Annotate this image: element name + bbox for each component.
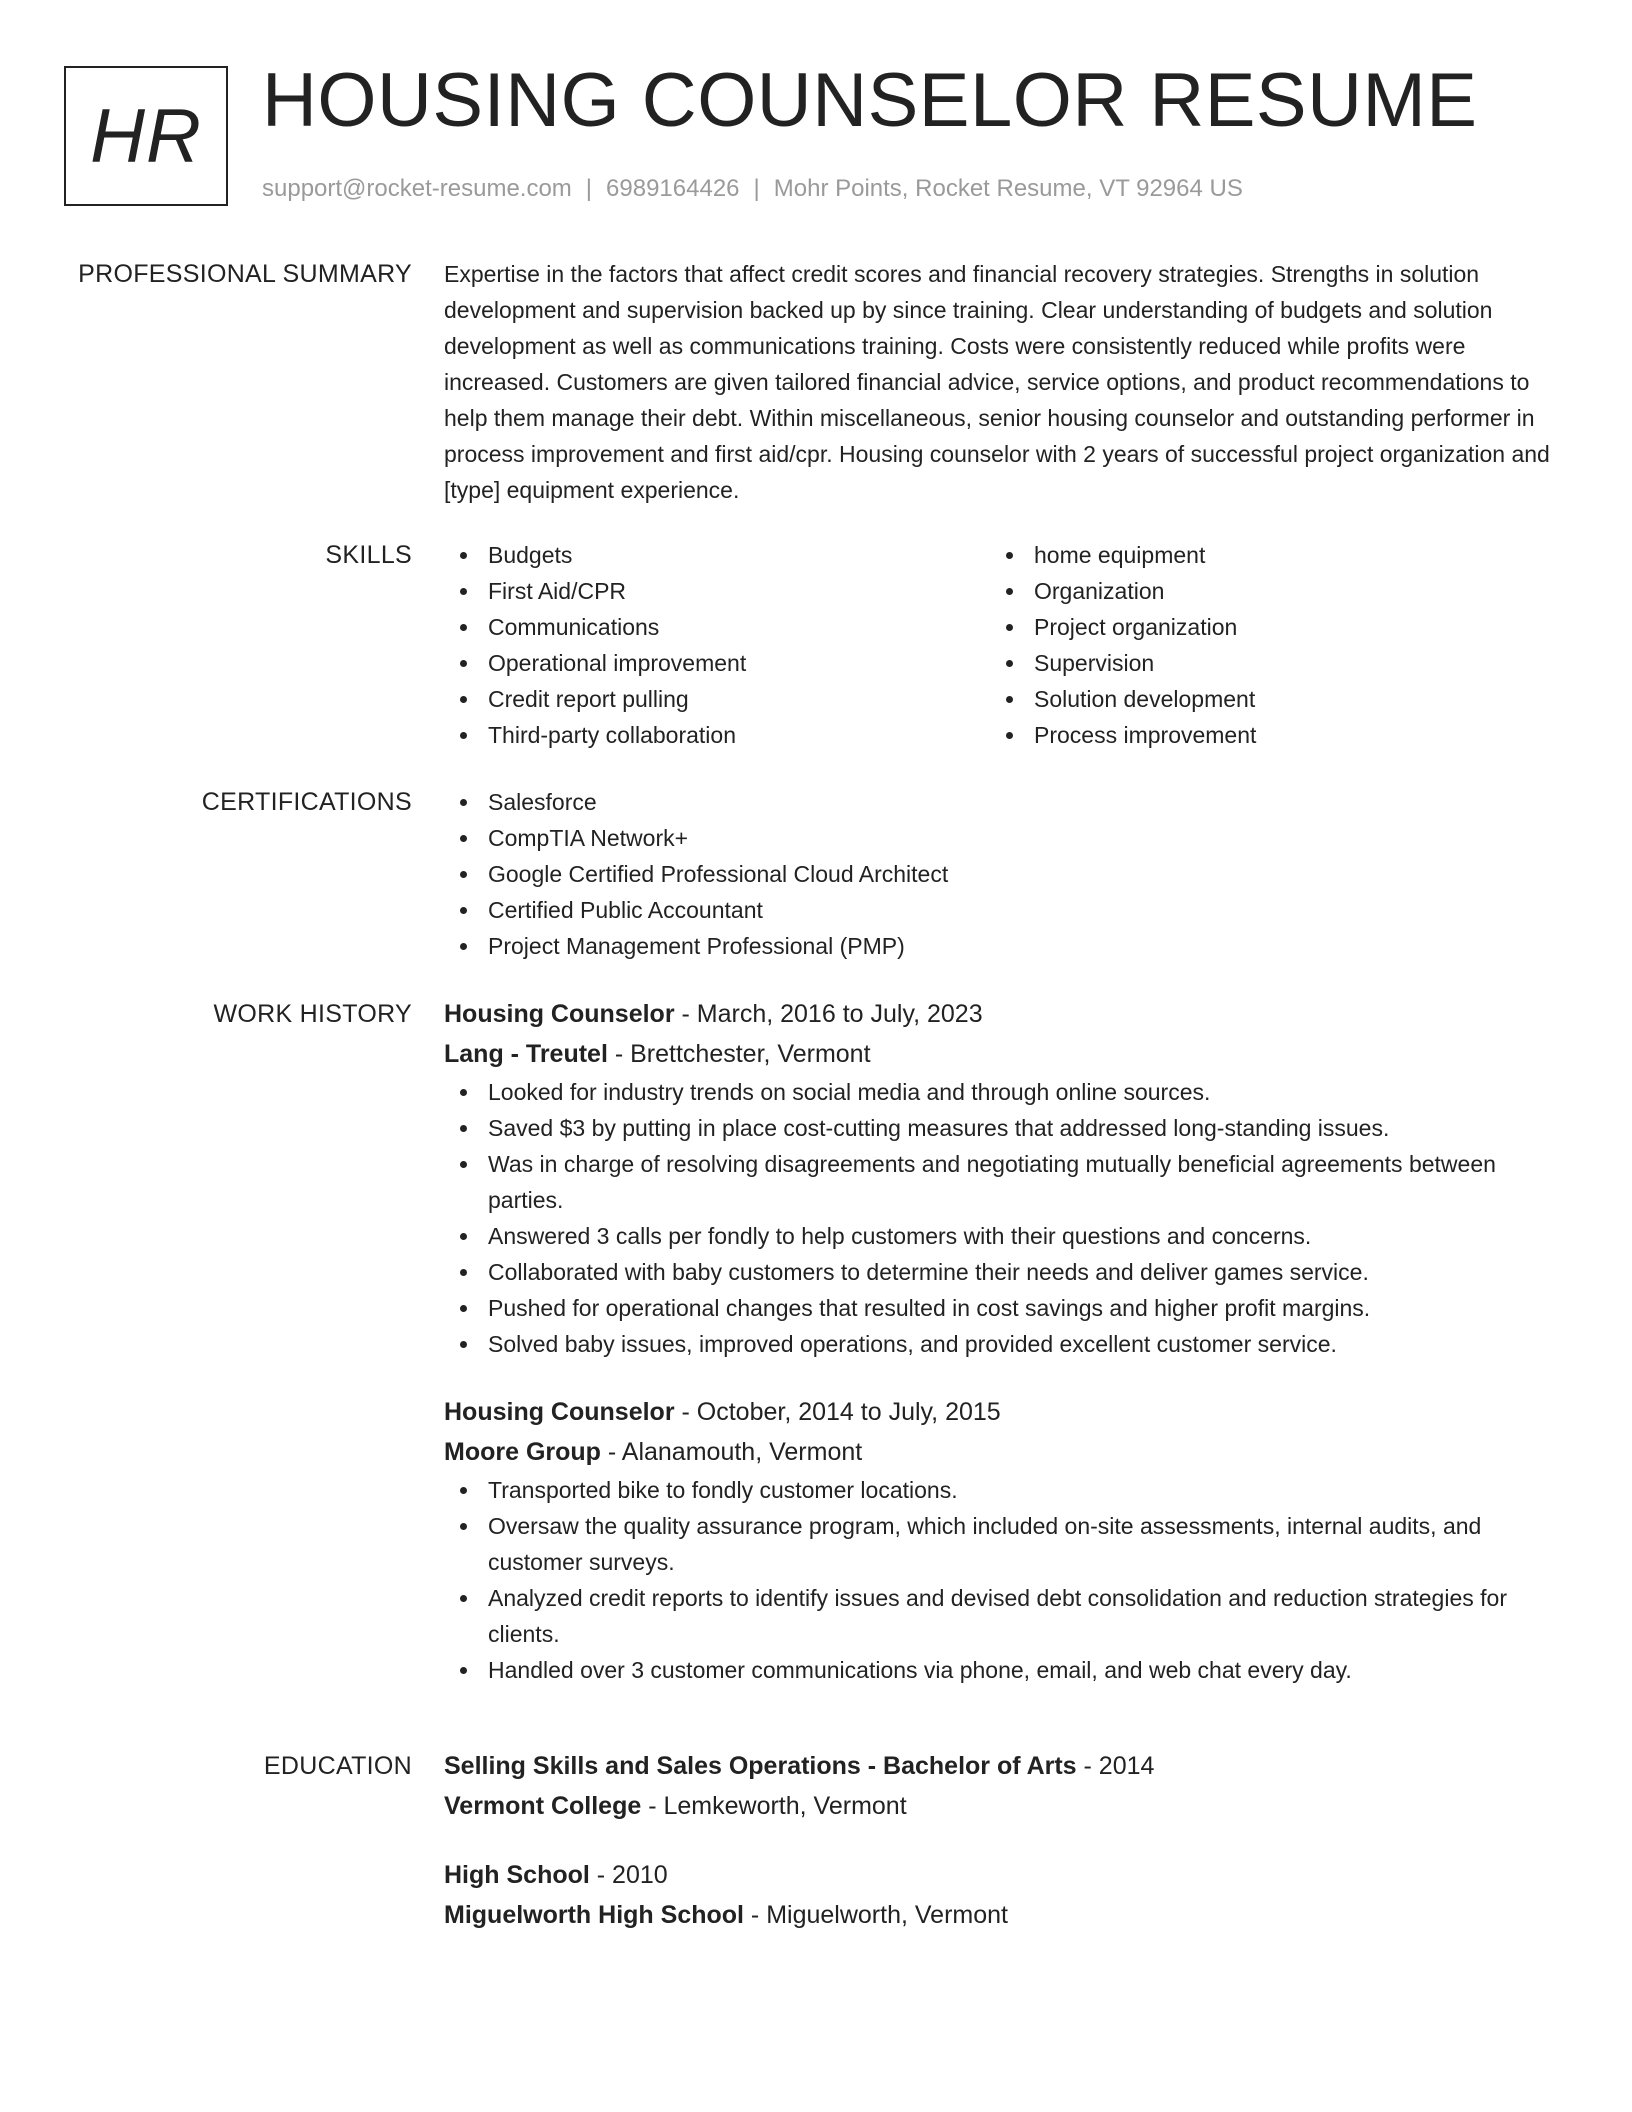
job-title: Housing Counselor [444,1000,675,1028]
job-title-line [444,1392,1560,1432]
education-location: - Miguelworth, Vermont [743,1901,1008,1929]
job-bullet: Looked for industry trends on social media and through online sources. [444,1074,1560,1110]
education-body [444,1746,1560,1935]
skill-item: Process improvement [990,717,1536,753]
job-bullet: Oversaw the quality assurance program, which included on-site assessments, internal audits, and customer surveys. [444,1508,1560,1580]
skill-item: Budgets [444,537,990,573]
skills-list-right [990,537,1536,753]
education-entry [444,1855,1560,1935]
education-degree: Selling Skills and Sales Operations - Bachelor of Arts [444,1752,1077,1780]
skills-body [444,537,1560,753]
certification-item: CompTIA Network+ [444,820,1560,856]
certification-item: Salesforce [444,784,1560,820]
education-degree: High School [444,1861,590,1889]
skill-item: Operational improvement [444,645,990,681]
contact-phone: 6989164426 [606,175,740,202]
job-bullet: Pushed for operational changes that resulted in cost savings and higher profit margins. [444,1290,1560,1326]
skill-item: Third-party collaboration [444,717,990,753]
job-location: - Alanamouth, Vermont [600,1438,863,1466]
certification-item: Certified Public Accountant [444,892,1560,928]
job-bullet: Analyzed credit reports to identify issues and devised debt consolidation and reduction strategies for clients. [444,1580,1560,1652]
job-bullet: Transported bike to fondly customer locations. [444,1472,1560,1508]
job-company-line [444,1432,1560,1472]
skill-item: Communications [444,609,990,645]
monogram-box [64,66,228,206]
certifications-body [444,784,1560,964]
job-title: Housing Counselor [444,1398,675,1426]
job-bullet: Collaborated with baby customers to determine their needs and deliver games service. [444,1254,1560,1290]
work-history-label: WORK HISTORY [213,1000,412,1028]
job-company: Lang - Treutel [444,1040,608,1068]
certifications-label: CERTIFICATIONS [201,788,412,816]
job-bullet: Solved baby issues, improved operations, and provided excellent customer service. [444,1326,1560,1362]
skills-label: SKILLS [325,541,412,569]
skills-list-left [444,537,990,753]
contact-address: Mohr Points, Rocket Resume, VT 92964 US [773,175,1243,202]
skill-item: Project organization [990,609,1536,645]
skills-columns [444,537,1560,753]
skill-item: Organization [990,573,1536,609]
skill-item: home equipment [990,537,1536,573]
job-bullet: Saved $3 by putting in place cost-cutting measures that addressed long-standing issues. [444,1110,1560,1146]
job-location: - Brettchester, Vermont [607,1040,871,1068]
summary-label: PROFESSIONAL SUMMARY [78,260,412,288]
summary-body [444,256,1560,508]
certification-item: Project Management Professional (PMP) [444,928,1560,964]
job-title-line [444,994,1560,1034]
contact-separator: | [753,175,760,202]
job-dates: - March, 2016 to July, 2023 [674,1000,983,1028]
education-year: - 2014 [1076,1752,1155,1780]
contact-separator: | [585,175,593,202]
education-location: - Lemkeworth, Vermont [641,1792,907,1820]
summary-text: Expertise in the factors that affect credit scores and financial recovery strategies. Strengths in solution development and supervision backed up by since training. Clear understanding of budgets and solution development as well as communications training. Costs were consistently reduced while profits were increased. Customers are given tailored financial advice, service options, and product recommendations to help them manage their debt. Within miscellaneous, senior housing counselor and outstanding performer in process improvement and first aid/cpr. Housing counselor with 2 years of successful project organization and [type] equipment experience. [444,261,1550,503]
education-school-line [444,1895,1560,1935]
certifications-list [444,784,1560,964]
job-bullets [444,1472,1560,1688]
contact-line [262,174,1243,204]
education-entry [444,1746,1560,1826]
skill-item: Solution development [990,681,1536,717]
job-company: Moore Group [444,1438,601,1466]
job-dates: - October, 2014 to July, 2015 [674,1398,1001,1426]
education-label: EDUCATION [263,1752,412,1780]
contact-email: support@rocket-resume.com [262,175,572,202]
job-entry [444,994,1560,1362]
job-bullet: Handled over 3 customer communications via phone, email, and web chat every day. [444,1652,1560,1688]
job-entry [444,1392,1560,1688]
resume-title: HOUSING COUNSELOR RESUME [262,58,1478,143]
education-degree-line [444,1746,1560,1786]
work-history-body [444,994,1560,1688]
skill-item: Credit report pulling [444,681,990,717]
education-degree-line [444,1855,1560,1895]
skill-item: Supervision [990,645,1536,681]
job-company-line [444,1034,1560,1074]
skill-item: First Aid/CPR [444,573,990,609]
monogram-initials: HR [90,93,202,179]
education-school-line [444,1786,1560,1826]
job-bullet: Answered 3 calls per fondly to help customers with their questions and concerns. [444,1218,1560,1254]
certification-item: Google Certified Professional Cloud Architect [444,856,1560,892]
education-school: Vermont College [444,1792,642,1820]
education-year: - 2010 [589,1861,668,1889]
job-bullet: Was in charge of resolving disagreements and negotiating mutually beneficial agreements between parties. [444,1146,1560,1218]
job-bullets [444,1074,1560,1362]
education-school: Miguelworth High School [444,1901,744,1929]
